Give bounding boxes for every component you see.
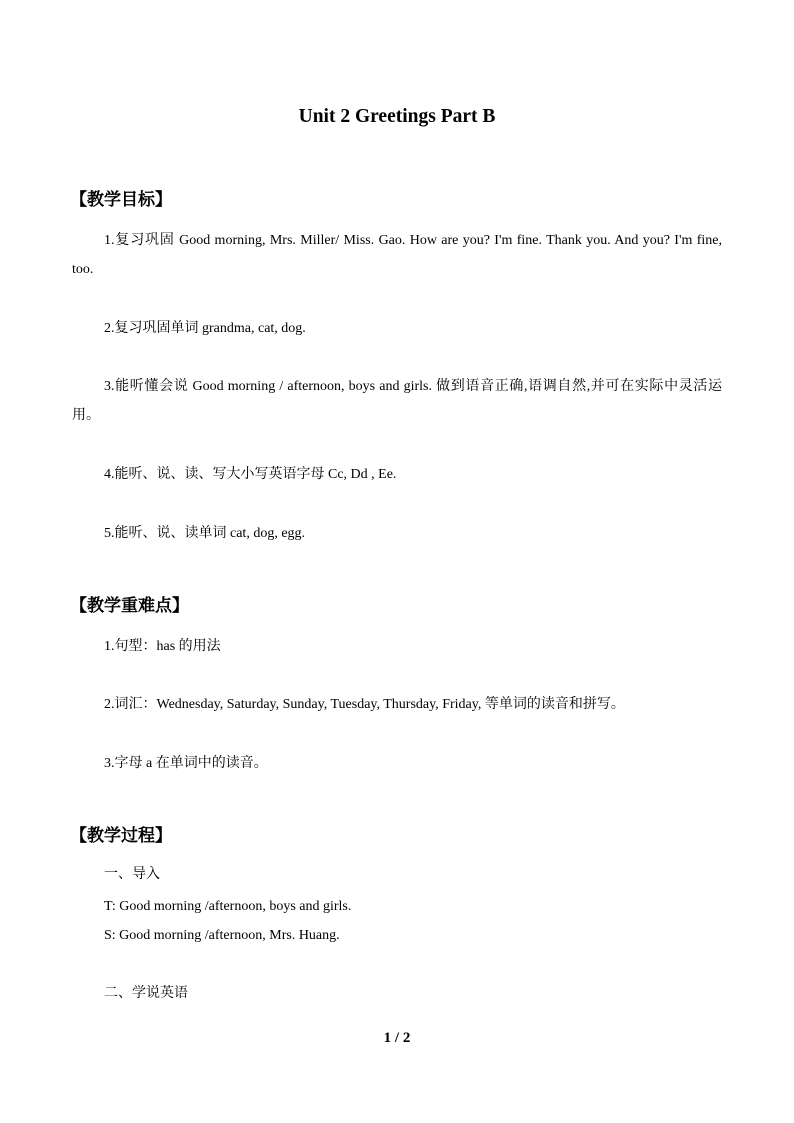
key-point-item-1: 1.句型：has 的用法 xyxy=(104,639,221,654)
objective-item-3: 3.能听懂会说 Good morning / afternoon, boys and girls. 做到语音正确,语调自然,并可在实际中灵活运用。 xyxy=(72,379,722,423)
section-heading-objectives: 【教学目标】 xyxy=(70,190,172,209)
section-heading-process: 【教学过程】 xyxy=(70,826,172,845)
page-title: Unit 2 Greetings Part B xyxy=(298,106,496,127)
section-heading-key-points: 【教学重难点】 xyxy=(70,596,189,615)
page-number: 1 / 2 xyxy=(383,1030,411,1046)
dialogue-line-student: S: Good morning /afternoon, Mrs. Huang. xyxy=(104,928,340,943)
objective-item-1: 1.复习巩固 Good morning, Mrs. Miller/ Miss. Gao. How are you? I'm fine. Thank you. And you? I'm fine, too. xyxy=(72,233,722,277)
objective-item-2: 2.复习巩固单词 grandma, cat, dog. xyxy=(104,321,306,336)
key-point-item-2: 2.词汇：Wednesday, Saturday, Sunday, Tuesday, Thursday, Friday, 等单词的读音和拼写。 xyxy=(104,697,625,712)
dialogue-line-teacher: T: Good morning /afternoon, boys and girls. xyxy=(104,899,352,914)
objective-item-4: 4.能听、说、读、写大小写英语字母 Cc, Dd , Ee. xyxy=(104,467,397,482)
objective-item-5: 5.能听、说、读单词 cat, dog, egg. xyxy=(104,526,306,541)
process-step-2-title: 二、学说英语 xyxy=(104,986,188,1001)
key-point-item-3: 3.字母 a 在单词中的读音。 xyxy=(104,756,268,771)
process-step-1-title: 一、导入 xyxy=(104,867,160,882)
